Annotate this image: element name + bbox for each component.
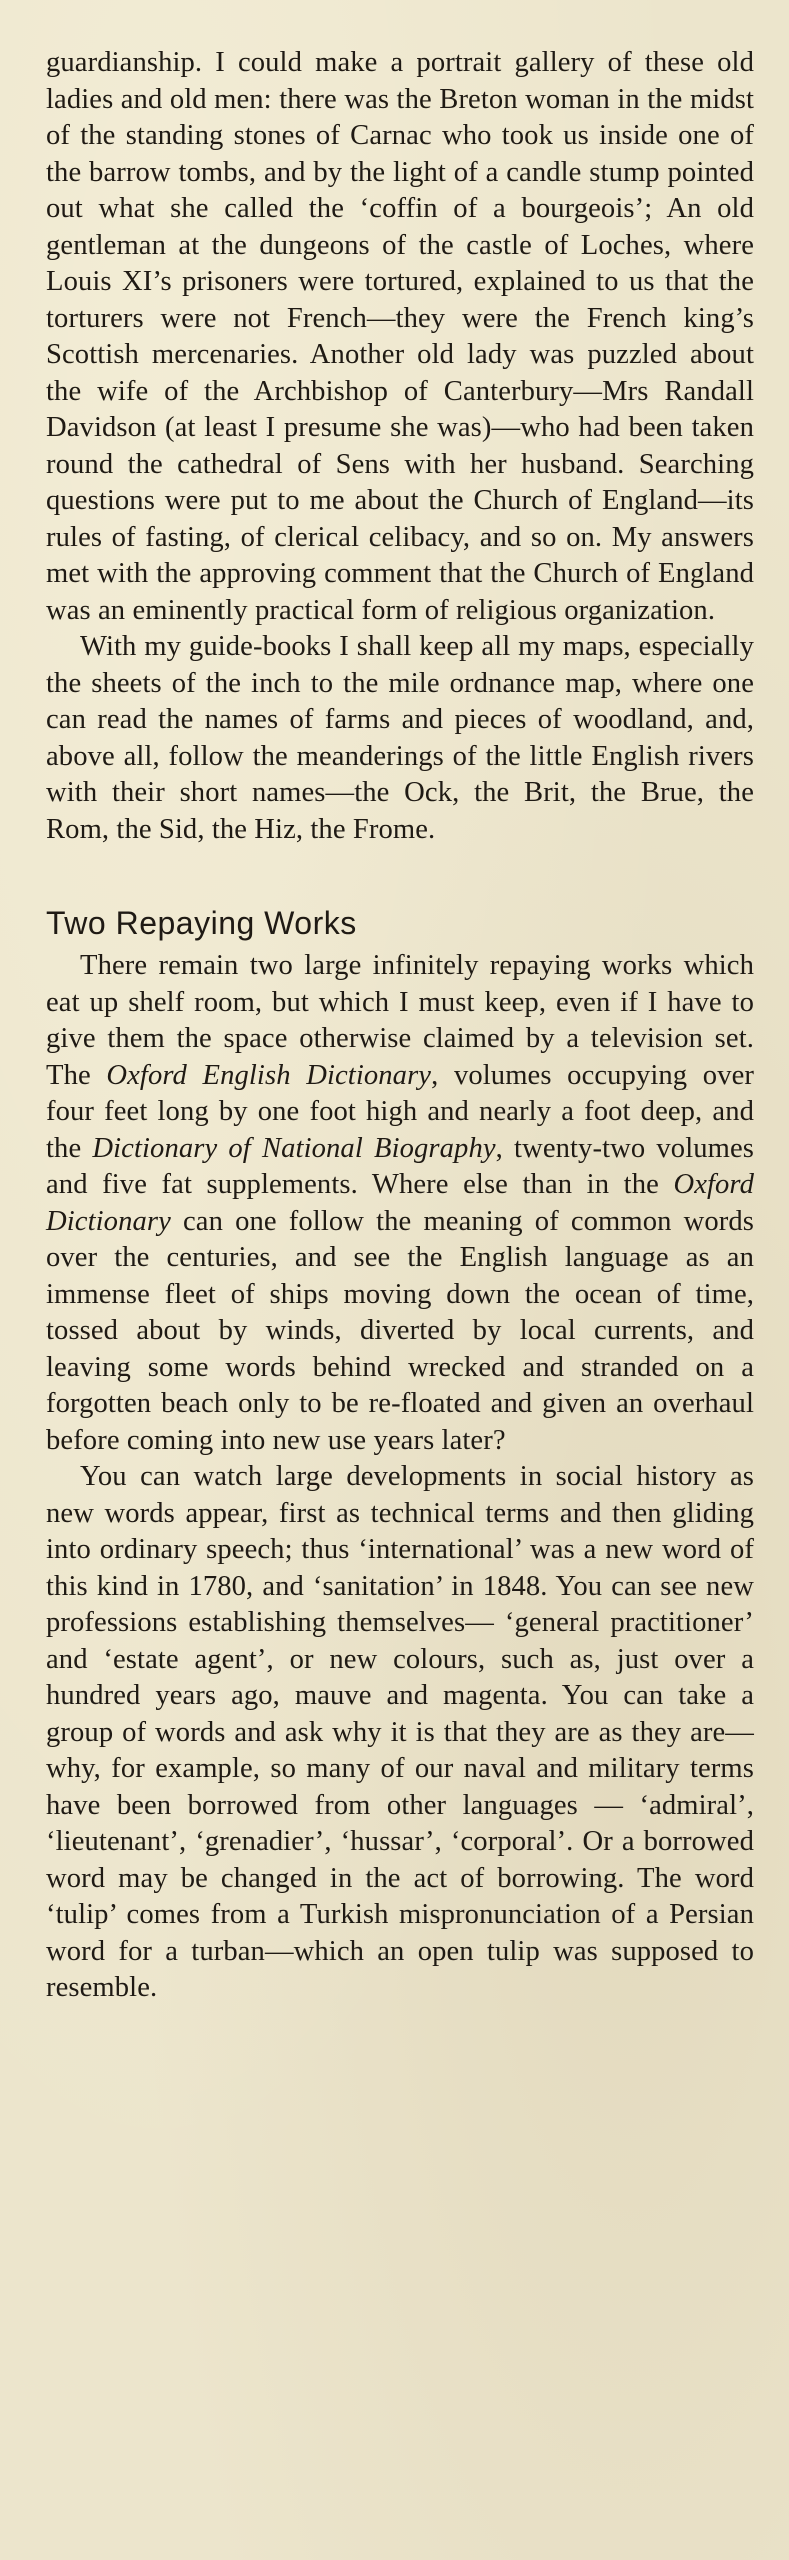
- paragraph-maps: With my guide-books I shall keep all my maps, especially the sheets of the inch to the mile ordnance map, where one can read the names of farms and pieces of woodland, and, above all, follow the meanderings of the little English rivers with their short names—the Ock, the Brit, the Brue, the Rom, the Sid, the Hiz, the Frome.: [46, 631, 754, 845]
- paragraph-portrait-gallery: guardianship. I could make a portrait gallery of these old ladies and old men: there was the Breton woman in the midst of the standing stones of Carnac who took us inside one of the barrow tombs, and by the light of a candle stump pointed out what she called the ‘coffin of a bourgeois’; An old gentleman at the dungeons of the castle of Loches, where Louis XI’s prisoners were tortured, explained to us that the torturers were not French—they were the French king’s Scottish mercenaries. Another old lady was puzzled about the wife of the Archbishop of Canterbury—Mrs Randall Davidson (at least I presume she was)—who had been taken round the cathedral of Sens with her husband. Searching questions were put to me about the Church of England—its rules of fasting, of clerical celibacy, and so on. My answers met with the approving comment that the Church of England was an eminently practical form of religious organization.: [46, 47, 754, 626]
- text-run: , twenty-two volumes and five fat supplements. Where else than in the: [46, 1132, 755, 1200]
- section-heading: Two Repaying Works: [46, 905, 357, 941]
- title-oxford-english-dictionary: Oxford English Dictionary: [106, 1059, 432, 1091]
- article-page: [46, 45, 754, 2007]
- text-run: There remain two large infinitely repaying works which eat up shelf room, but which I must keep, even if I have to give them the space otherwise claimed by a television set. The: [46, 950, 754, 1091]
- paragraph-repaying-works: [46, 948, 754, 1459]
- title-oxford-dictionary: Oxford Dictionary: [46, 1169, 754, 1237]
- text-run: , volumes occupying over four feet long by one foot high and nearly a foot deep, and the: [46, 1059, 754, 1164]
- title-dictionary-of-national-biography: Dictionary of National Biography: [92, 1132, 496, 1164]
- article-body: [46, 45, 754, 2007]
- text-run: can one follow the meaning of common words over the centuries, and see the English language as an immense fleet of ships moving down the ocean of time, tossed about by winds, diverted by local currents, and leaving some words behind wrecked and stranded on a forgotten beach only to be re-floated and given an overhaul before coming into new use years later?: [46, 1205, 754, 1456]
- paragraph-social-history: You can watch large developments in social history as new words appear, first as technical terms and then gliding into ordinary speech; thus ‘international’ was a new word of this kind in 1780, and ‘sanitation’ in 1848. You can see new professions establishing themselves— ‘general practitioner’ and ‘estate agent’, or new colours, such as, just over a hundred years ago, mauve and magenta. You can take a group of words and ask why it is that they are as they are—why, for example, so many of our naval and military terms have been borrowed from other languages — ‘admiral’, ‘lieutenant’, ‘grenadier’, ‘hussar’, ‘corporal’. Or a borrowed word may be changed in the act of borrowing. The word ‘tulip’ comes from a Turkish mispronunciation of a Persian word for a turban—which an open tulip was supposed to resemble.: [46, 1461, 754, 2003]
